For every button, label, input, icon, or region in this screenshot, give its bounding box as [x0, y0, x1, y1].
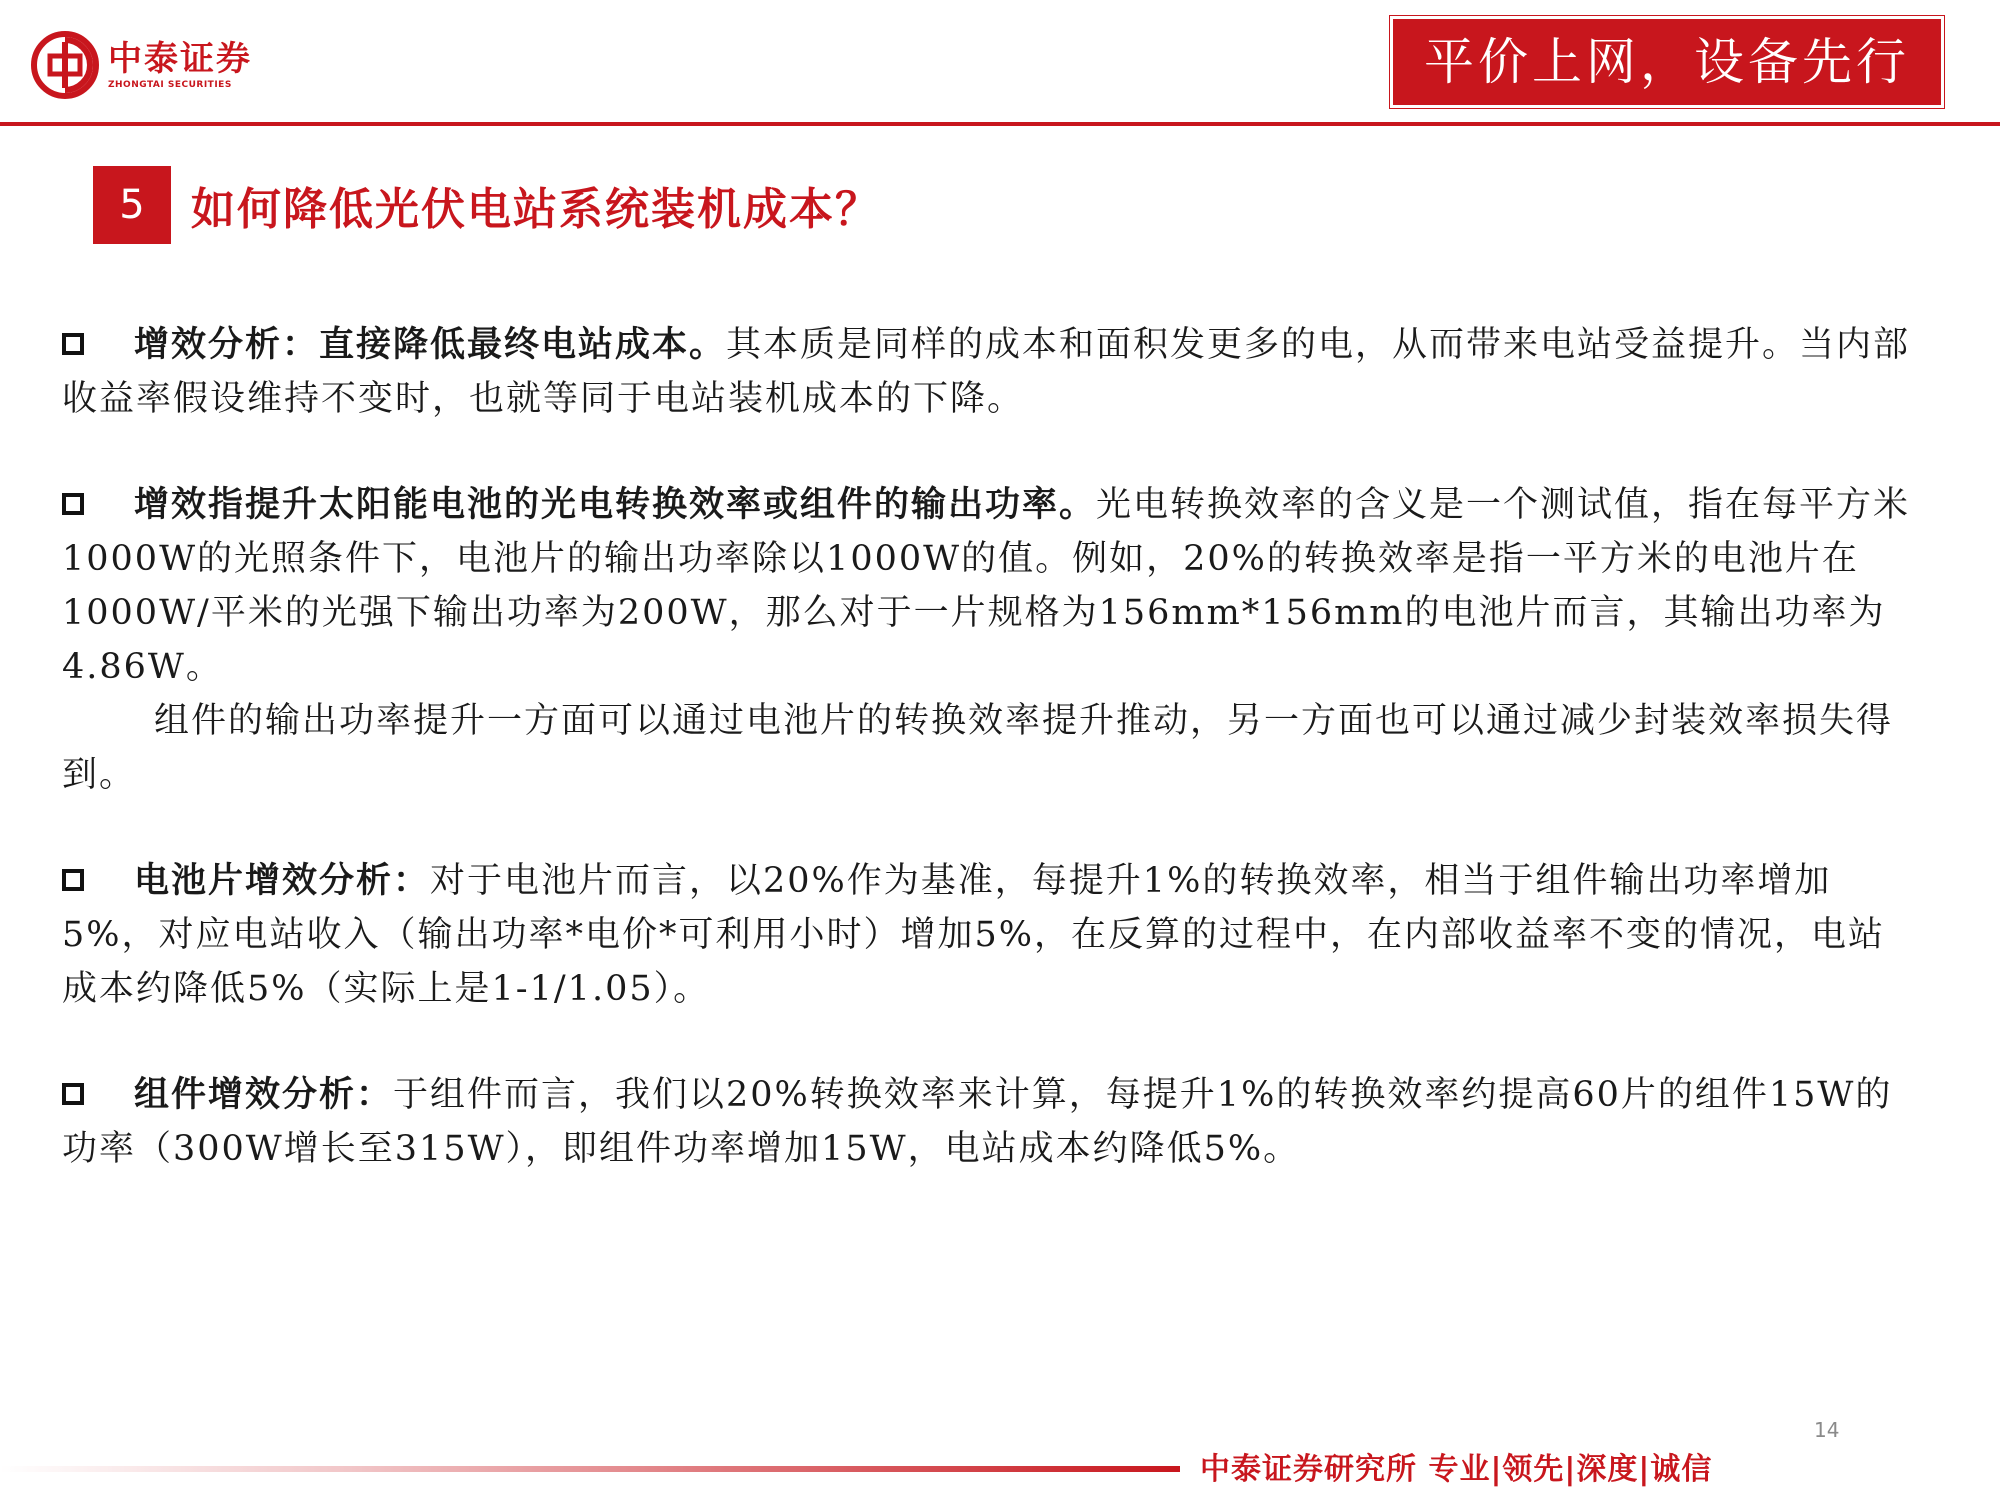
section-number: 5	[93, 166, 171, 244]
content-body	[62, 318, 1914, 1176]
section-heading	[93, 166, 881, 244]
paragraph-3-lead: 电池片增效分析：	[134, 860, 431, 901]
company-logo	[30, 30, 252, 100]
paragraph-4-lead: 组件增效分析：	[134, 1074, 394, 1115]
slogan-banner: 平价上网，设备先行	[1390, 16, 1944, 108]
footer-text: 中泰证券研究所 专业|领先|深度|诚信	[1200, 1452, 1713, 1487]
header	[0, 0, 2000, 126]
paragraph-1-lead: 增效分析：直接降低最终电站成本。	[134, 324, 727, 365]
page-number: 14	[1814, 1418, 1840, 1442]
logo-text-cn: 中泰证券	[108, 39, 252, 79]
paragraph-2-lead: 增效指提升太阳能电池的光电转换效率或组件的输出功率。	[134, 484, 1097, 525]
section-title: 如何降低光伏电站系统装机成本？	[191, 184, 881, 235]
paragraph-2-text: 光电转换效率的含义是一个测试值，指在每平方米1000W的光照条件下，电池片的输出功率除以1000W的值。例如，20%的转换效率是指一平方米的电池片在1000W/平米的光强下输出功率为200W，那么对于一片规格为156mm*156mm的电池片而言，其输出功率为4.86W。	[62, 485, 1911, 687]
paragraph-4	[62, 1068, 1914, 1176]
paragraph-1-text: 其本质是同样的成本和面积发更多的电，从而带来电站受益提升。当内部收益率假设维持不变时，也就等同于电站装机成本的下降。	[62, 325, 1911, 419]
logo-text-en: ZHONGTAI SECURITIES	[108, 80, 232, 90]
header-divider	[0, 122, 2000, 126]
square-bullet-icon	[62, 333, 84, 355]
square-bullet-icon	[62, 869, 84, 891]
paragraph-2-followup: 组件的输出功率提升一方面可以通过电池片的转换效率提升推动，另一方面也可以通过减少封装效率损失得到。	[62, 701, 1894, 795]
square-bullet-icon	[62, 1083, 84, 1105]
square-bullet-icon	[62, 493, 84, 515]
paragraph-2	[62, 478, 1914, 694]
paragraph-4-text: 于组件而言，我们以20%转换效率来计算，每提升1%的转换效率约提高60片的组件15W的功率（300W增长至315W），即组件功率增加15W，电站成本约降低5%。	[62, 1075, 1893, 1169]
paragraph-3-text: 对于电池片而言，以20%作为基准，每提升1%的转换效率，相当于组件输出功率增加5%，对应电站收入（输出功率*电价*可利用小时）增加5%，在反算的过程中，在内部收益率不变的情况，电站成本约降低5%（实际上是1-1/1.05）。	[62, 861, 1886, 1009]
zhongtai-logo-icon	[30, 30, 100, 100]
paragraph-3	[62, 854, 1914, 1016]
footer-divider	[0, 1466, 1180, 1472]
paragraph-1	[62, 318, 1914, 426]
